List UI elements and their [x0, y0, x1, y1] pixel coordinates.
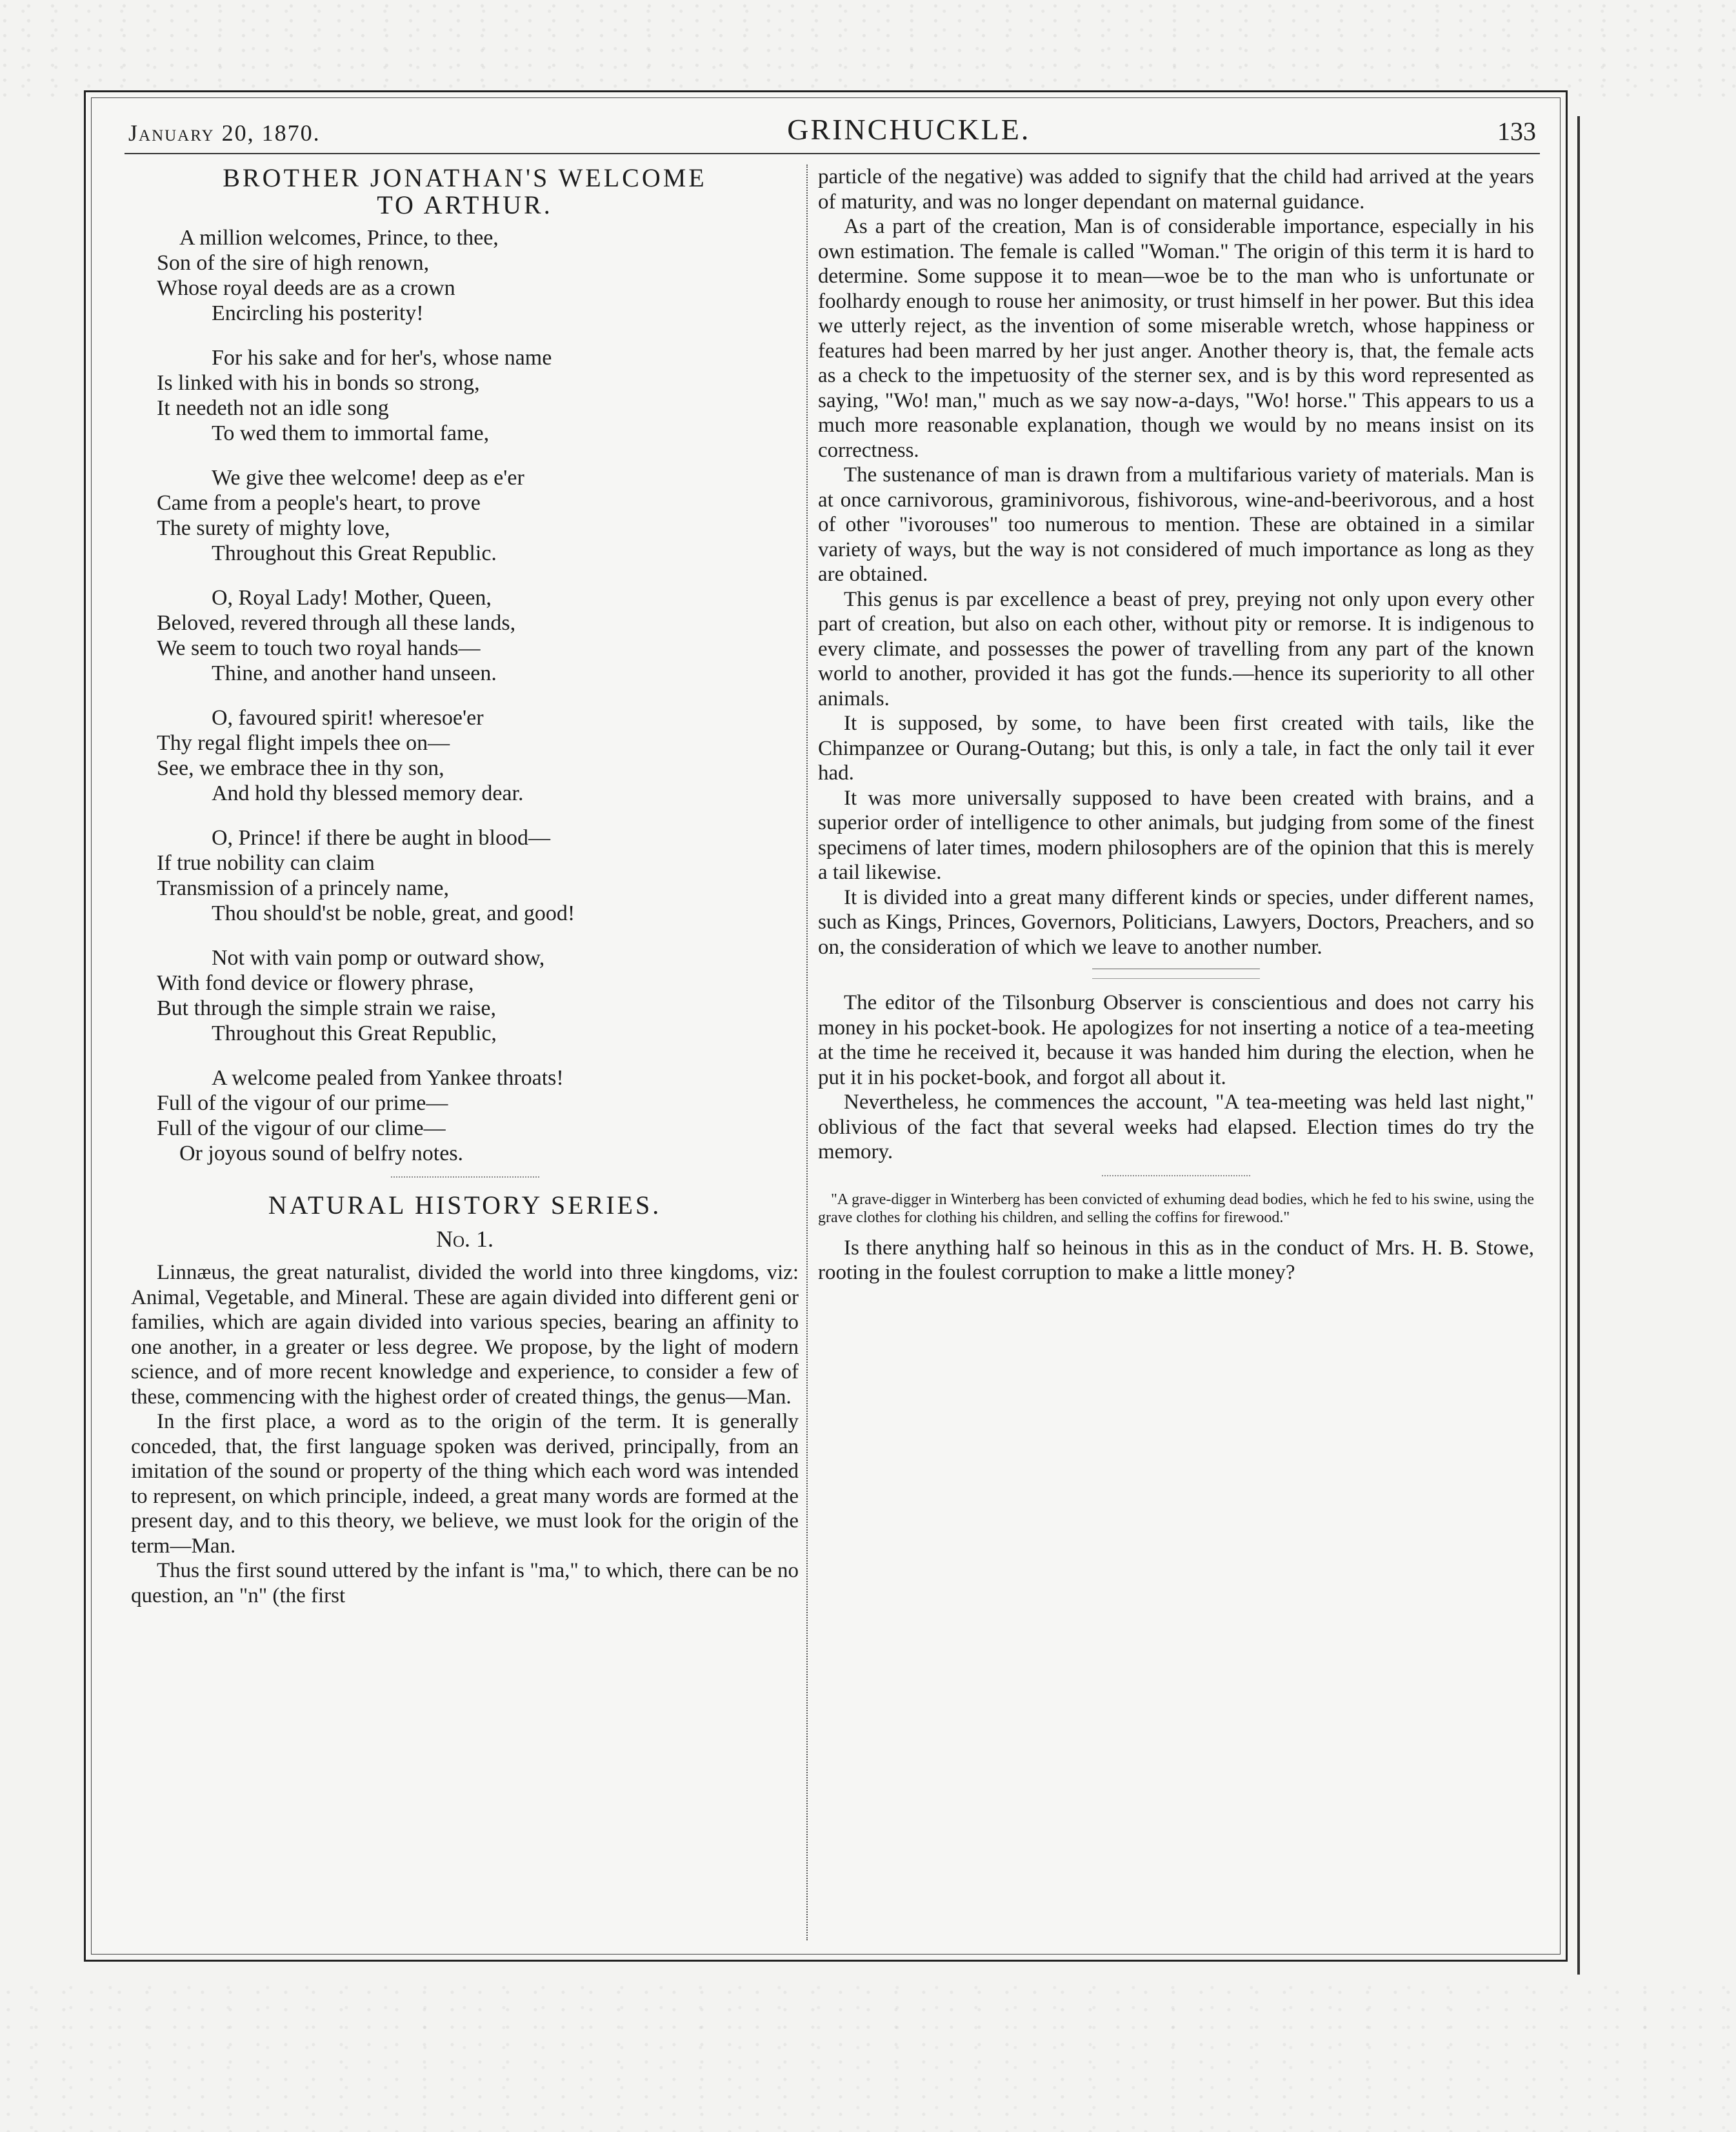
poem-line: Beloved, revered through all these lands,	[157, 611, 516, 635]
poem-line: To wed them to immortal fame,	[212, 421, 490, 445]
poem-line: The surety of mighty love,	[157, 516, 390, 540]
poem-stanza	[157, 345, 799, 446]
section-divider	[1092, 969, 1260, 979]
poem-line: O, Prince! if there be aught in blood—	[212, 826, 550, 850]
gravedigger-quote: "A grave-digger in Winterberg has been convicted of exhuming dead bodies, which he fed to his swine, using the grave clothes for clothing his children, and selling the coffins for firewood."	[818, 1191, 1534, 1226]
column-divider	[806, 165, 809, 1940]
poem-line: We seem to touch two royal hands—	[157, 636, 481, 660]
poem-line: Thou should'st be noble, great, and good!	[212, 901, 575, 925]
history-number: No. 1.	[435, 1226, 494, 1252]
poem-line: Whose royal deeds are as a crown	[157, 276, 455, 300]
poem-line: Full of the vigour of our prime—	[157, 1091, 448, 1115]
poem-line: O, Royal Lady! Mother, Queen,	[212, 586, 492, 610]
poem-line: A welcome pealed from Yankee throats!	[212, 1066, 564, 1090]
poem-title-line1: BROTHER JONATHAN'S WELCOME	[223, 165, 707, 192]
poem-line: Son of the sire of high renown,	[157, 251, 430, 275]
history-paragraph: It was more universally supposed to have been created with brains, and a superior order of intelligence to other animals, but judging from some of the finest specimens of later times, modern philosophers are of the opinion that this is merely a tail likewise.	[818, 786, 1534, 884]
section-divider	[1102, 1175, 1250, 1178]
poem-stanza	[157, 705, 799, 806]
poem-line: Thine, and another hand unseen.	[212, 661, 497, 685]
header-date: January 20, 1870.	[128, 120, 321, 146]
poem-line: See, we embrace thee in thy son,	[157, 756, 444, 780]
history-paragraph: It is divided into a great many different kinds or species, under different names, such as Kings, Princes, Governors, Politicians, Lawyers, Doctors, Preachers, and so on, the consideration of which we leave to another number.	[818, 885, 1534, 959]
scan-speckle-top	[0, 0, 1736, 97]
poem-line: But through the simple strain we raise,	[157, 996, 496, 1020]
poem-stanza	[157, 225, 799, 326]
history-paragraph: Linnæus, the great naturalist, divided the world into three kingdoms, viz: Animal, Vegetable, and Mineral. These are again divided into different geni or families, which are again divided into various species, bearing an affinity to one another, in a greater or less degree. We propose, by the light of modern science, and of more recent knowledge and experience, to consider a few of these, commencing with the highest order of created things, the genus—Man.	[131, 1261, 799, 1409]
poem-line: Throughout this Great Republic.	[212, 541, 497, 565]
poem-line: Is linked with his in bonds so strong,	[157, 371, 480, 395]
history-paragraph: As a part of the creation, Man is of considerable importance, especially in his own estimation. The female is called "Woman." The origin of this term it is hard to determine. Some suppose it to mean—woe be to the man who is unfortunate or foolhardy enough to rouse her animosity, or trust himself in her power. But this idea we utterly reject, as the invention of some miserable wretch, whose happiness or features had been marred by her just anger. Another theory is, that, the female acts as a check to the impetuosity of the sterner sex, and is by this word represented as saying, "Wo! man," much as we say now-a-days, "Wo! horse." This appears to us a much more reasonable explanation, though we would by no means insist on its correctness.	[818, 215, 1534, 462]
poem-line: Transmission of a princely name,	[157, 876, 449, 900]
header-page-number: 133	[1497, 117, 1536, 146]
poem-line: Or joyous sound of belfry notes.	[179, 1141, 464, 1165]
poem-line: Not with vain pomp or outward show,	[212, 946, 545, 970]
poem-line: Encircling his posterity!	[212, 301, 424, 325]
page-edge-rule	[1577, 116, 1580, 1975]
poem-line: Thy regal flight impels thee on—	[157, 731, 450, 755]
gravedigger-comment: Is there anything half so heinous in this as in the conduct of Mrs. H. B. Stowe, rooting in the foulest corruption to make a little money?	[818, 1236, 1534, 1284]
header-publication: GRINCHUCKLE.	[787, 113, 1031, 146]
poem-line: If true nobility can claim	[157, 851, 375, 875]
poem-stanza	[157, 465, 799, 566]
poem-line: O, favoured spirit! wheresoe'er	[212, 706, 484, 730]
poem-line: For his sake and for her's, whose name	[212, 346, 552, 370]
history-paragraph: The sustenance of man is drawn from a multifarious variety of materials. Man is at once carnivorous, graminivorous, fishivorous, wine-and-beerivorous, and a host of other "ivorouses" too numerous to mention. These are obtained in a similar variety of ways, but the way is not considered of much importance as long as they are obtained.	[818, 463, 1534, 586]
poem-line: Came from a people's heart, to prove	[157, 491, 481, 515]
right-column	[818, 165, 1534, 1940]
poem-stanza	[157, 825, 799, 926]
section-divider	[391, 1176, 539, 1179]
history-paragraph-continued: particle of the negative) was added to signify that the child had arrived at the years of maturity, and was no longer dependant on maternal guidance.	[818, 165, 1534, 214]
observer-paragraph: The editor of the Tilsonburg Observer is conscientious and does not carry his money in his pocket-book. He apologizes for not inserting a notice of a tea-meeting at the time he received it, because it was handed him during the election, when he put it in his pocket-book, and forgot all about it.	[818, 991, 1534, 1089]
poem-title-line2: TO ARTHUR.	[377, 190, 553, 219]
poem-line: We give thee welcome! deep as e'er	[212, 466, 524, 490]
poem-line: It needeth not an idle song	[157, 396, 389, 420]
poem-stanza	[157, 1065, 799, 1166]
observer-paragraph: Nevertheless, he commences the account, "A tea-meeting was held last night," oblivious of the fact that several weeks had elapsed. Election times do try the memory.	[818, 1091, 1534, 1163]
poem-stanza	[157, 585, 799, 686]
history-paragraph: It is supposed, by some, to have been first created with tails, like the Chimpanzee or Ourang-Outang; but this, is only a tale, in fact the only tail it ever had.	[818, 712, 1534, 785]
poem-line: Full of the vigour of our clime—	[157, 1116, 446, 1140]
poem-stanza	[157, 945, 799, 1046]
page-header	[125, 106, 1540, 154]
scan-speckle-bottom	[0, 1984, 1736, 2132]
poem-title	[131, 165, 799, 219]
poem-line: And hold thy blessed memory dear.	[212, 781, 524, 805]
left-column	[131, 165, 799, 1940]
page-frame	[84, 90, 1568, 1962]
history-title: NATURAL HISTORY SERIES.	[268, 1191, 662, 1220]
history-paragraph: Thus the first sound uttered by the infant is "ma," to which, there can be no question, an "n" (the first	[131, 1559, 799, 1607]
poem-line: Throughout this Great Republic,	[212, 1021, 497, 1045]
poem-line: With fond device or flowery phrase,	[157, 971, 474, 995]
history-paragraph: In the first place, a word as to the origin of the term. It is generally conceded, that, the first language spoken was derived, principally, from an imitation of the sound or property of the thing which each word was intended to represent, on which principle, indeed, a great many words are formed at the present day, and to this theory, we believe, we must look for the origin of the term—Man.	[131, 1410, 799, 1558]
poem-line: A million welcomes, Prince, to thee,	[179, 226, 499, 250]
history-paragraph: This genus is par excellence a beast of prey, preying not only upon every other part of creation, but also on each other, without pity or remorse. It is indigenous to every climate, and possesses the power of travelling from any part of the known world to another, provided it has got the funds.—hence its superiority to all other animals.	[818, 587, 1534, 710]
